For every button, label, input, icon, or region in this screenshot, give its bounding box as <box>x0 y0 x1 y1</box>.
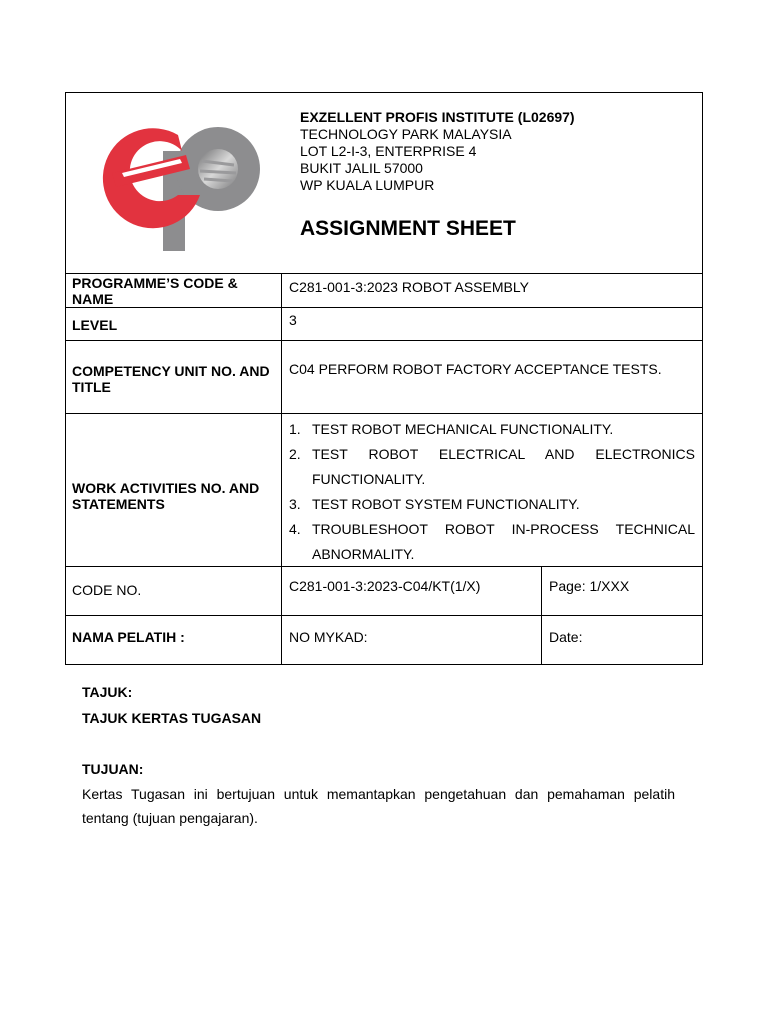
activity-number: 3. <box>289 496 301 512</box>
document-title: ASSIGNMENT SHEET <box>300 217 516 240</box>
tajuk-label: TAJUK: <box>82 684 133 700</box>
address-line: BUKIT JALIL 57000 <box>300 160 423 176</box>
institute-logo <box>82 115 262 253</box>
activity-item <box>289 417 695 442</box>
activity-text: TROUBLESHOOT ROBOT IN-PROCESS TECHNICAL ABNORMALITY. <box>312 521 695 562</box>
sheet-header <box>66 93 702 274</box>
institute-name: EXZELLENT PROFIS INSTITUTE (L02697) <box>300 109 575 125</box>
level-label: LEVEL <box>66 308 282 340</box>
address-line: TECHNOLOGY PARK MALAYSIA <box>300 126 512 142</box>
institute-info <box>300 109 575 194</box>
code-row <box>66 567 702 616</box>
activity-number: 2. <box>289 446 301 462</box>
work-activities-label <box>66 414 282 566</box>
activity-text: TEST ROBOT SYSTEM FUNCTIONALITY. <box>312 496 580 512</box>
activity-number: 1. <box>289 421 301 437</box>
trainee-name-label: NAMA PELATIH : <box>66 616 282 664</box>
code-label: CODE NO. <box>66 567 282 615</box>
mykad-field: NO MYKAD: <box>282 616 542 664</box>
work-activities-label-text: WORK ACTIVITIES NO. AND STATEMENTS <box>72 480 260 512</box>
activity-text: TEST ROBOT ELECTRICAL AND ELECTRONICS FUNCTIONALITY. <box>312 446 695 487</box>
date-field: Date: <box>549 629 583 645</box>
activity-item <box>289 492 695 517</box>
competency-unit-value: C04 PERFORM ROBOT FACTORY ACCEPTANCE TESTS. <box>289 361 662 377</box>
tujuan-text: Kertas Tugasan ini bertujuan untuk memantapkan pengetahuan dan pemahaman pelatih tentang (tujuan pengajaran). <box>82 786 675 826</box>
activity-number: 4. <box>289 521 301 537</box>
activity-item <box>289 517 695 567</box>
activity-text: TEST ROBOT MECHANICAL FUNCTIONALITY. <box>312 421 614 437</box>
competency-unit-label: COMPETENCY UNIT NO. AND TITLE <box>66 341 282 413</box>
activity-item <box>289 442 695 492</box>
level-value: 3 <box>289 312 297 328</box>
programme-value: C281-001-3:2023 ROBOT ASSEMBLY <box>289 279 529 295</box>
work-activities-list <box>282 414 702 566</box>
address-line: WP KUALA LUMPUR <box>300 177 435 193</box>
code-value: C281-001-3:2023-C04/KT(1/X) <box>282 567 542 615</box>
work-activities-row <box>66 414 702 567</box>
address-line: LOT L2-I-3, ENTERPRISE 4 <box>300 143 477 159</box>
page-number: Page: 1/XXX <box>549 578 630 594</box>
level-row <box>66 308 702 341</box>
programme-row <box>66 274 702 308</box>
tujuan-label: TUJUAN: <box>82 761 144 777</box>
trainee-row <box>66 616 702 664</box>
tajuk-value: TAJUK KERTAS TUGASAN <box>82 710 262 726</box>
competency-unit-row <box>66 341 702 414</box>
assignment-sheet-table <box>65 92 703 665</box>
programme-label: PROGRAMME’S CODE & NAME <box>66 274 282 307</box>
